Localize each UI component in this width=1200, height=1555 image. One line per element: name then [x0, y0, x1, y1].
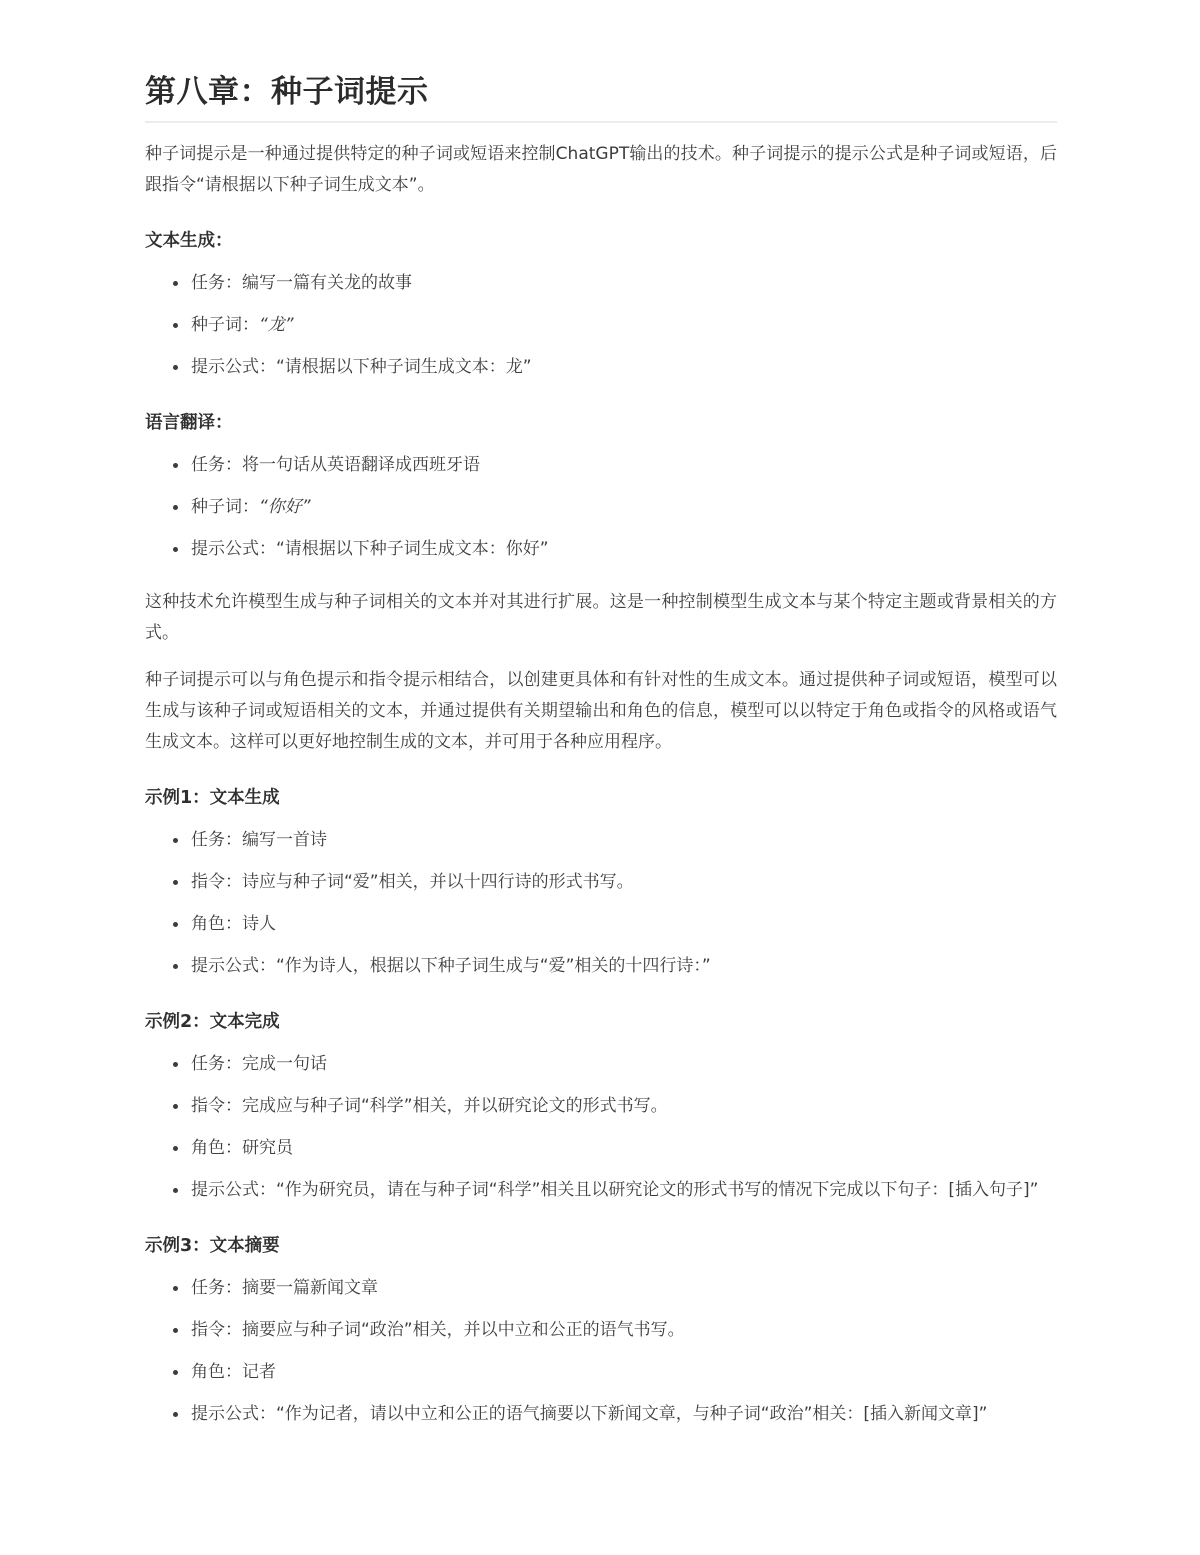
list-item	[189, 492, 1057, 523]
section-heading-example-1: 示例1：文本生成	[145, 787, 280, 808]
list-item-text: 任务：将一句话从英语翻译成西班牙语	[191, 455, 480, 476]
list-item-text: 指令：完成应与种子词“科学”相关，并以研究论文的形式书写。	[191, 1096, 668, 1117]
list-item	[189, 1133, 1057, 1164]
list-item	[189, 450, 1057, 481]
list-item	[189, 310, 1057, 341]
seed-word: “你好”	[259, 497, 311, 518]
paragraph-combination: 种子词提示可以与角色提示和指令提示相结合，以创建更具体和有针对性的生成文本。通过提供种子词或短语，模型可以生成与该种子词或短语相关的文本，并通过提供有关期望输出和角色的信息，模型可以以特定于角色或指令的风格或语气生成文本。这样可以更好地控制生成的文本，并可用于各种应用程序。	[145, 670, 1057, 753]
list-item-text: 角色：研究员	[191, 1138, 293, 1159]
list-item-text: 任务：编写一首诗	[191, 830, 327, 851]
list-language-translation	[145, 450, 1057, 565]
seed-word: “龙”	[259, 315, 294, 336]
section-heading-example-3: 示例3：文本摘要	[145, 1235, 280, 1256]
list-item	[189, 1315, 1057, 1346]
list-item-text: 角色：诗人	[191, 914, 276, 935]
list-item-text: 指令：诗应与种子词“爱”相关，并以十四行诗的形式书写。	[191, 872, 634, 893]
list-example-1	[145, 825, 1057, 982]
paragraph-intro: 种子词提示是一种通过提供特定的种子词或短语来控制ChatGPT输出的技术。种子词提示的提示公式是种子词或短语，后跟指令“请根据以下种子词生成文本”。	[145, 144, 1057, 196]
list-item	[189, 352, 1057, 383]
list-item-text: 提示公式：“作为记者，请以中立和公正的语气摘要以下新闻文章，与种子词“政治”相关：[插入新闻文章]”	[191, 1404, 988, 1425]
list-item	[189, 825, 1057, 856]
list-item-text: 种子词：	[191, 315, 259, 336]
list-item-text: 任务：编写一篇有关龙的故事	[191, 273, 412, 294]
list-item-text: 任务：完成一句话	[191, 1054, 327, 1075]
paragraph-technique: 这种技术允许模型生成与种子词相关的文本并对其进行扩展。这是一种控制模型生成文本与某个特定主题或背景相关的方式。	[145, 592, 1057, 644]
list-item-text: 任务：摘要一篇新闻文章	[191, 1278, 378, 1299]
list-item	[189, 534, 1057, 565]
list-item	[189, 1049, 1057, 1080]
list-item	[189, 268, 1057, 299]
list-item	[189, 1357, 1057, 1388]
list-item-text: 提示公式：“请根据以下种子词生成文本：龙”	[191, 357, 532, 378]
section-heading-example-2: 示例2：文本完成	[145, 1011, 280, 1032]
list-item	[189, 1399, 1057, 1430]
list-item-text: 提示公式：“作为研究员，请在与种子词“科学”相关且以研究论文的形式书写的情况下完成以下句子：[插入句子]”	[191, 1180, 1039, 1201]
list-item-text: 提示公式：“作为诗人，根据以下种子词生成与“爱”相关的十四行诗：”	[191, 956, 711, 977]
list-item	[189, 951, 1057, 982]
list-item	[189, 1091, 1057, 1122]
page-title: 第八章：种子词提示	[145, 72, 1057, 123]
list-example-2	[145, 1049, 1057, 1206]
list-item	[189, 909, 1057, 940]
section-heading-language-translation: 语言翻译：	[145, 413, 233, 434]
list-item-text: 角色：记者	[191, 1362, 276, 1383]
list-item-text: 提示公式：“请根据以下种子词生成文本：你好”	[191, 539, 549, 560]
list-item	[189, 1175, 1057, 1206]
list-item-text: 种子词：	[191, 497, 259, 518]
list-item	[189, 1273, 1057, 1304]
section-heading-text-generation: 文本生成：	[145, 231, 233, 252]
list-item	[189, 867, 1057, 898]
list-item-text: 指令：摘要应与种子词“政治”相关，并以中立和公正的语气书写。	[191, 1320, 685, 1341]
list-text-generation	[145, 268, 1057, 383]
list-example-3	[145, 1273, 1057, 1430]
